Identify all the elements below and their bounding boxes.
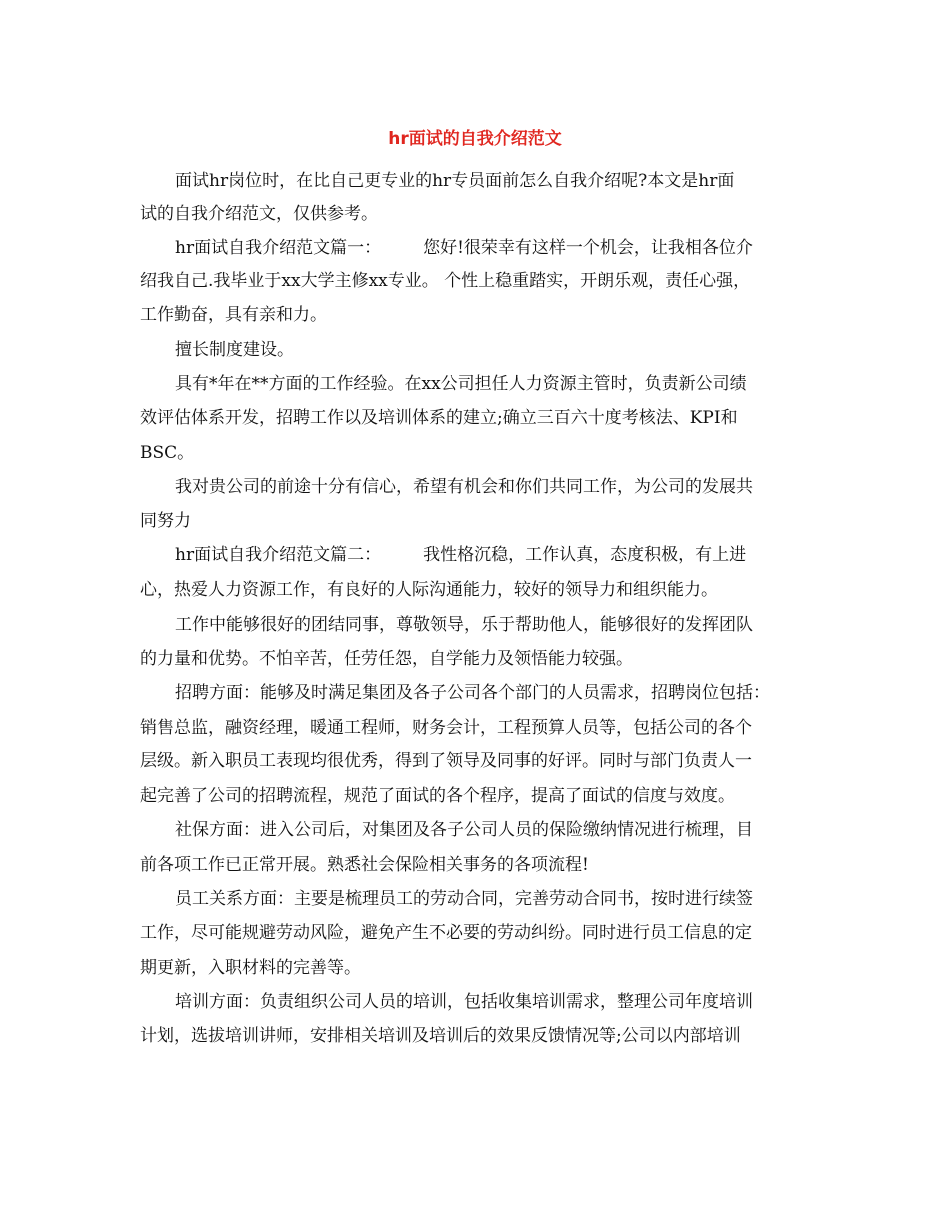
paragraph-line: 招聘方面：能够及时满足集团及各子公司各个部门的人员需求，招聘岗位包括：: [175, 683, 770, 703]
paragraph-line: 工作勤奋，具有亲和力。: [140, 305, 327, 325]
paragraph-line: 试的自我介绍范文，仅供参考。: [140, 204, 378, 224]
paragraph-line: 面试hr岗位时，在比自己更专业的hr专员面前怎么自我介绍呢?本文是hr面: [175, 171, 735, 191]
paragraph-line: 的力量和优势。不怕辛苦，任劳任怨，自学能力及领悟能力较强。: [140, 649, 633, 669]
paragraph-line: 同努力: [140, 511, 191, 531]
paragraph-line: 社保方面：进入公司后，对集团及各子公司人员的保险缴纳情况进行梳理，目: [175, 820, 753, 840]
paragraph-line: 计划，选拔培训讲师，安排相关培训及培训后的效果反馈情况等;公司以内部培训: [140, 1026, 741, 1046]
paragraph-line: 员工关系方面：主要是梳理员工的劳动合同，完善劳动合同书，按时进行续签: [175, 889, 753, 909]
paragraph-text: 我性格沉稳，工作认真，态度积极，有上进: [423, 545, 747, 565]
paragraph-line: 起完善了公司的招聘流程，规范了面试的各个程序，提高了面试的信度与效度。: [140, 786, 735, 806]
paragraph-line: 擅长制度建设。: [175, 340, 294, 360]
paragraph-line: 层级。新入职员工表现均很优秀，得到了领导及同事的好评。同时与部门负责人一: [140, 751, 752, 771]
section-heading-2: hr面试自我介绍范文篇二：: [175, 545, 382, 565]
paragraph-line: 效评估体系开发，招聘工作以及培训体系的建立;确立三百六十度考核法、KPI和: [140, 408, 738, 428]
paragraph-text: 您好!很荣幸有这样一个机会，让我相各位介: [423, 238, 753, 258]
paragraph-line: 工作，尽可能规避劳动风险，避免产生不必要的劳动纠纷。同时进行员工信息的定: [140, 923, 752, 943]
paragraph-line: 期更新，入职材料的完善等。: [140, 958, 361, 978]
paragraph-line: 培训方面：负责组织公司人员的培训，包括收集培训需求，整理公司年度培训: [175, 992, 753, 1012]
section-heading-1: hr面试自我介绍范文篇一：: [175, 238, 382, 258]
paragraph-line: [175, 233, 753, 263]
paragraph-line: 我对贵公司的前途十分有信心，希望有机会和你们共同工作，为公司的发展共: [175, 477, 753, 497]
document-title: hr面试的自我介绍范文: [388, 129, 562, 149]
paragraph-line: 具有*年在**方面的工作经验。在xx公司担任人力资源主管时，负责新公司绩: [175, 374, 747, 394]
paragraph-line: 销售总监，融资经理，暖通工程师，财务会计，工程预算人员等，包括公司的各个: [140, 718, 752, 738]
paragraph-line: 前各项工作已正常开展。熟悉社会保险相关事务的各项流程!: [140, 855, 589, 875]
paragraph-line: BSC。: [140, 443, 195, 463]
paragraph-line: 心，热爱人力资源工作，有良好的人际沟通能力，较好的领导力和组织能力。: [140, 580, 718, 600]
paragraph-line: 绍我自己.我毕业于xx大学主修xx专业。 个性上稳重踏实，开朗乐观，责任心强，: [140, 271, 751, 291]
paragraph-line: 工作中能够很好的团结同事，尊敬领导，乐于帮助他人，能够很好的发挥团队: [175, 615, 753, 635]
paragraph-line: [175, 540, 746, 570]
